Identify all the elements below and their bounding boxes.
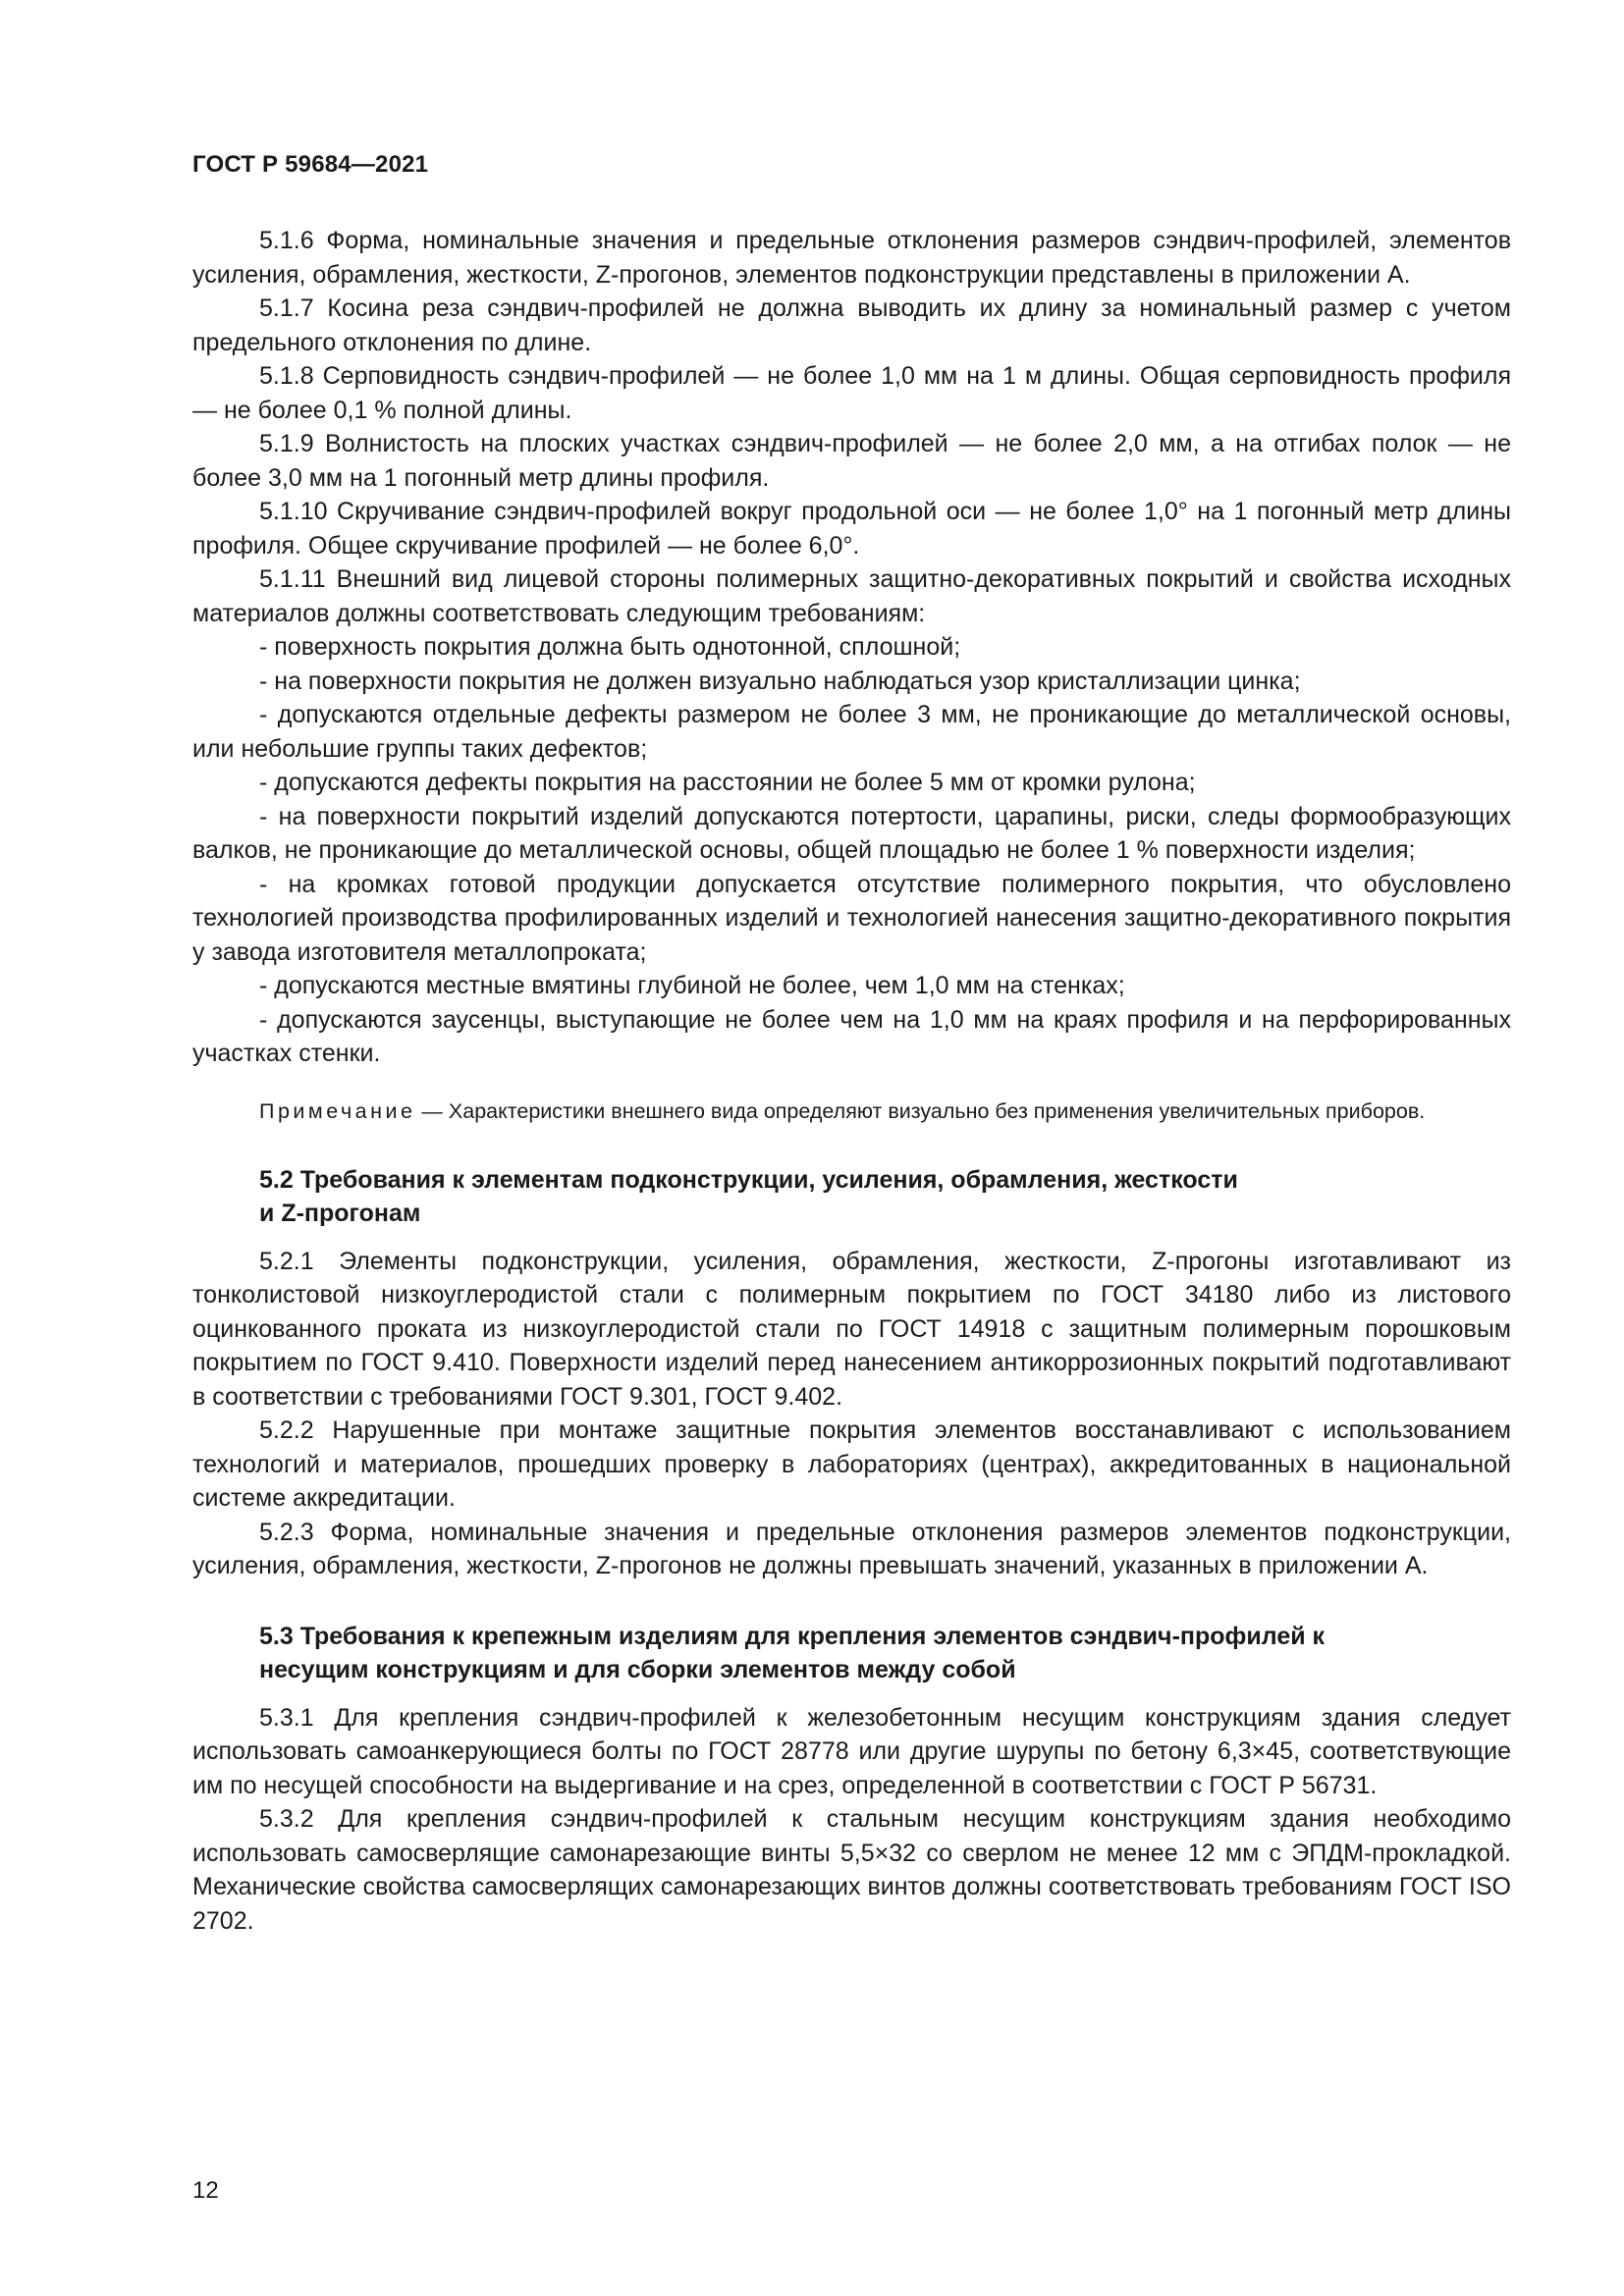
section-title-5-3 xyxy=(192,1620,1511,1687)
list-item: - на поверхности покрытий изделий допускаются потертости, царапины, риски, следы формообразующих валков, не проникающие до металлической основы, общей площадью не более 1 % поверхности изделия; xyxy=(192,802,1511,864)
note-text: — Характеристики внешнего вида определяют визуально без применения увеличительных приборов. xyxy=(415,1098,1426,1123)
document-body xyxy=(192,224,1511,1938)
list-item: - поверхность покрытия должна быть однотонной, сплошной; xyxy=(259,633,961,661)
paragraph-5-3-2: 5.3.2 Для крепления сэндвич-профилей к стальным несущим конструкциям здания необходимо использовать самосверлящие самонарезающие винты 5,5×32 со сверлом не менее 12 мм с ЭПДМ-прокладкой. Механические свойства самосверлящих самонарезающих винтов должны соответствовать требованиям ГОСТ ISO 2702. xyxy=(192,1805,1511,1935)
paragraph-5-2-3: 5.2.3 Форма, номинальные значения и предельные отклонения размеров элементов подконструкции, усиления, обрамления, жесткости, Z-прогонов не должны превышать значений, указанных в приложении А. xyxy=(192,1518,1511,1579)
paragraph-5-3-1: 5.3.1 Для крепления сэндвич-профилей к железобетонным несущим конструкциям здания следует использовать самоанкерующиеся болты по ГОСТ 28778 или другие шурупы по бетону 6,3×45, соответствующие им по несущей способности на выдергивание и на срез, определенной в соответствии с ГОСТ Р 56731. xyxy=(192,1703,1511,1799)
note-paragraph xyxy=(192,1096,1511,1127)
section-title-line: несущим конструкциям и для сборки элементов между собой xyxy=(259,1656,1016,1683)
section-title-line: и Z-прогонам xyxy=(259,1200,421,1227)
paragraph-5-1-10: 5.1.10 Скручивание сэндвич-профилей вокруг продольной оси — не более 1,0° на 1 погонный метр длины профиля. Общее скручивание профилей — не более 6,0°. xyxy=(192,498,1511,560)
list-item: - допускаются местные вмятины глубиной не более, чем 1,0 мм на стенках; xyxy=(259,972,1125,999)
section-title-line: 5.2 Требования к элементам подконструкции, усиления, обрамления, жесткости xyxy=(259,1165,1238,1194)
paragraph-5-1-11: 5.1.11 Внешний вид лицевой стороны полимерных защитно-декоративных покрытий и свойства исходных материалов должны соответствовать следующим требованиям: xyxy=(192,565,1511,627)
paragraph-5-2-1: 5.2.1 Элементы подконструкции, усиления, обрамления, жесткости, Z-прогоны изготавливают из тонколистовой низкоуглеродистой стали с полимерным покрытием по ГОСТ 34180 либо из листового оцинкованного проката из низкоуглеродистой стали по ГОСТ 14918 с защитным полимерным порошковым покрытием по ГОСТ 9.410. Поверхности изделий перед нанесением антикоррозионных покрытий подготавливают в соответствии с требованиями ГОСТ 9.301, ГОСТ 9.402. xyxy=(192,1247,1511,1411)
section-title-line: 5.3 Требования к крепежным изделиям для крепления элементов сэндвич-профилей к xyxy=(259,1622,1326,1650)
paragraph-5-1-9: 5.1.9 Волнистость на плоских участках сэндвич-профилей — не более 2,0 мм, а на отгибах полок — не более 3,0 мм на 1 погонный метр длины профиля. xyxy=(192,430,1511,492)
paragraph-5-1-7: 5.1.7 Косина реза сэндвич-профилей не должна выводить их длину за номинальный размер с учетом предельного отклонения по длине. xyxy=(192,294,1511,356)
paragraph-5-2-2: 5.2.2 Нарушенные при монтаже защитные покрытия элементов восстанавливают с использованием технологий и материалов, прошедших проверку в лабораториях (центрах), аккредитованных в национальной системе аккредитации. xyxy=(192,1416,1511,1512)
note-label: Примечание xyxy=(259,1098,416,1123)
list-item: - допускаются заусенцы, выступающие не более чем на 1,0 мм на краях профиля и на перфорированных участках стенки. xyxy=(192,1005,1511,1067)
document-code-header: ГОСТ Р 59684—2021 xyxy=(192,151,429,178)
list-item: - допускаются отдельные дефекты размером не более 3 мм, не проникающие до металлической основы, или небольшие группы таких дефектов; xyxy=(192,701,1511,763)
paragraph-5-1-6: 5.1.6 Форма, номинальные значения и предельные отклонения размеров сэндвич-профилей, элементов усиления, обрамления, жесткости, Z-прогонов, элементов подконструкции представлены в приложении А. xyxy=(192,227,1511,289)
paragraph-5-1-8: 5.1.8 Серповидность сэндвич-профилей — не более 1,0 мм на 1 м длины. Общая серповидность профиля — не более 0,1 % полной длины. xyxy=(192,362,1511,424)
section-title-5-2 xyxy=(192,1163,1511,1231)
list-item: - на кромках готовой продукции допускается отсутствие полимерного покрытия, что обусловлено технологией производства профилированных изделий и технологией нанесения защитно-декоративного покрытия у завода изготовителя металлопроката; xyxy=(192,870,1511,966)
list-item: - на поверхности покрытия не должен визуально наблюдаться узор кристаллизации цинка; xyxy=(259,667,1301,695)
list-item: - допускаются дефекты покрытия на расстоянии не более 5 мм от кромки рулона; xyxy=(259,769,1196,796)
page-number: 12 xyxy=(192,2177,219,2204)
